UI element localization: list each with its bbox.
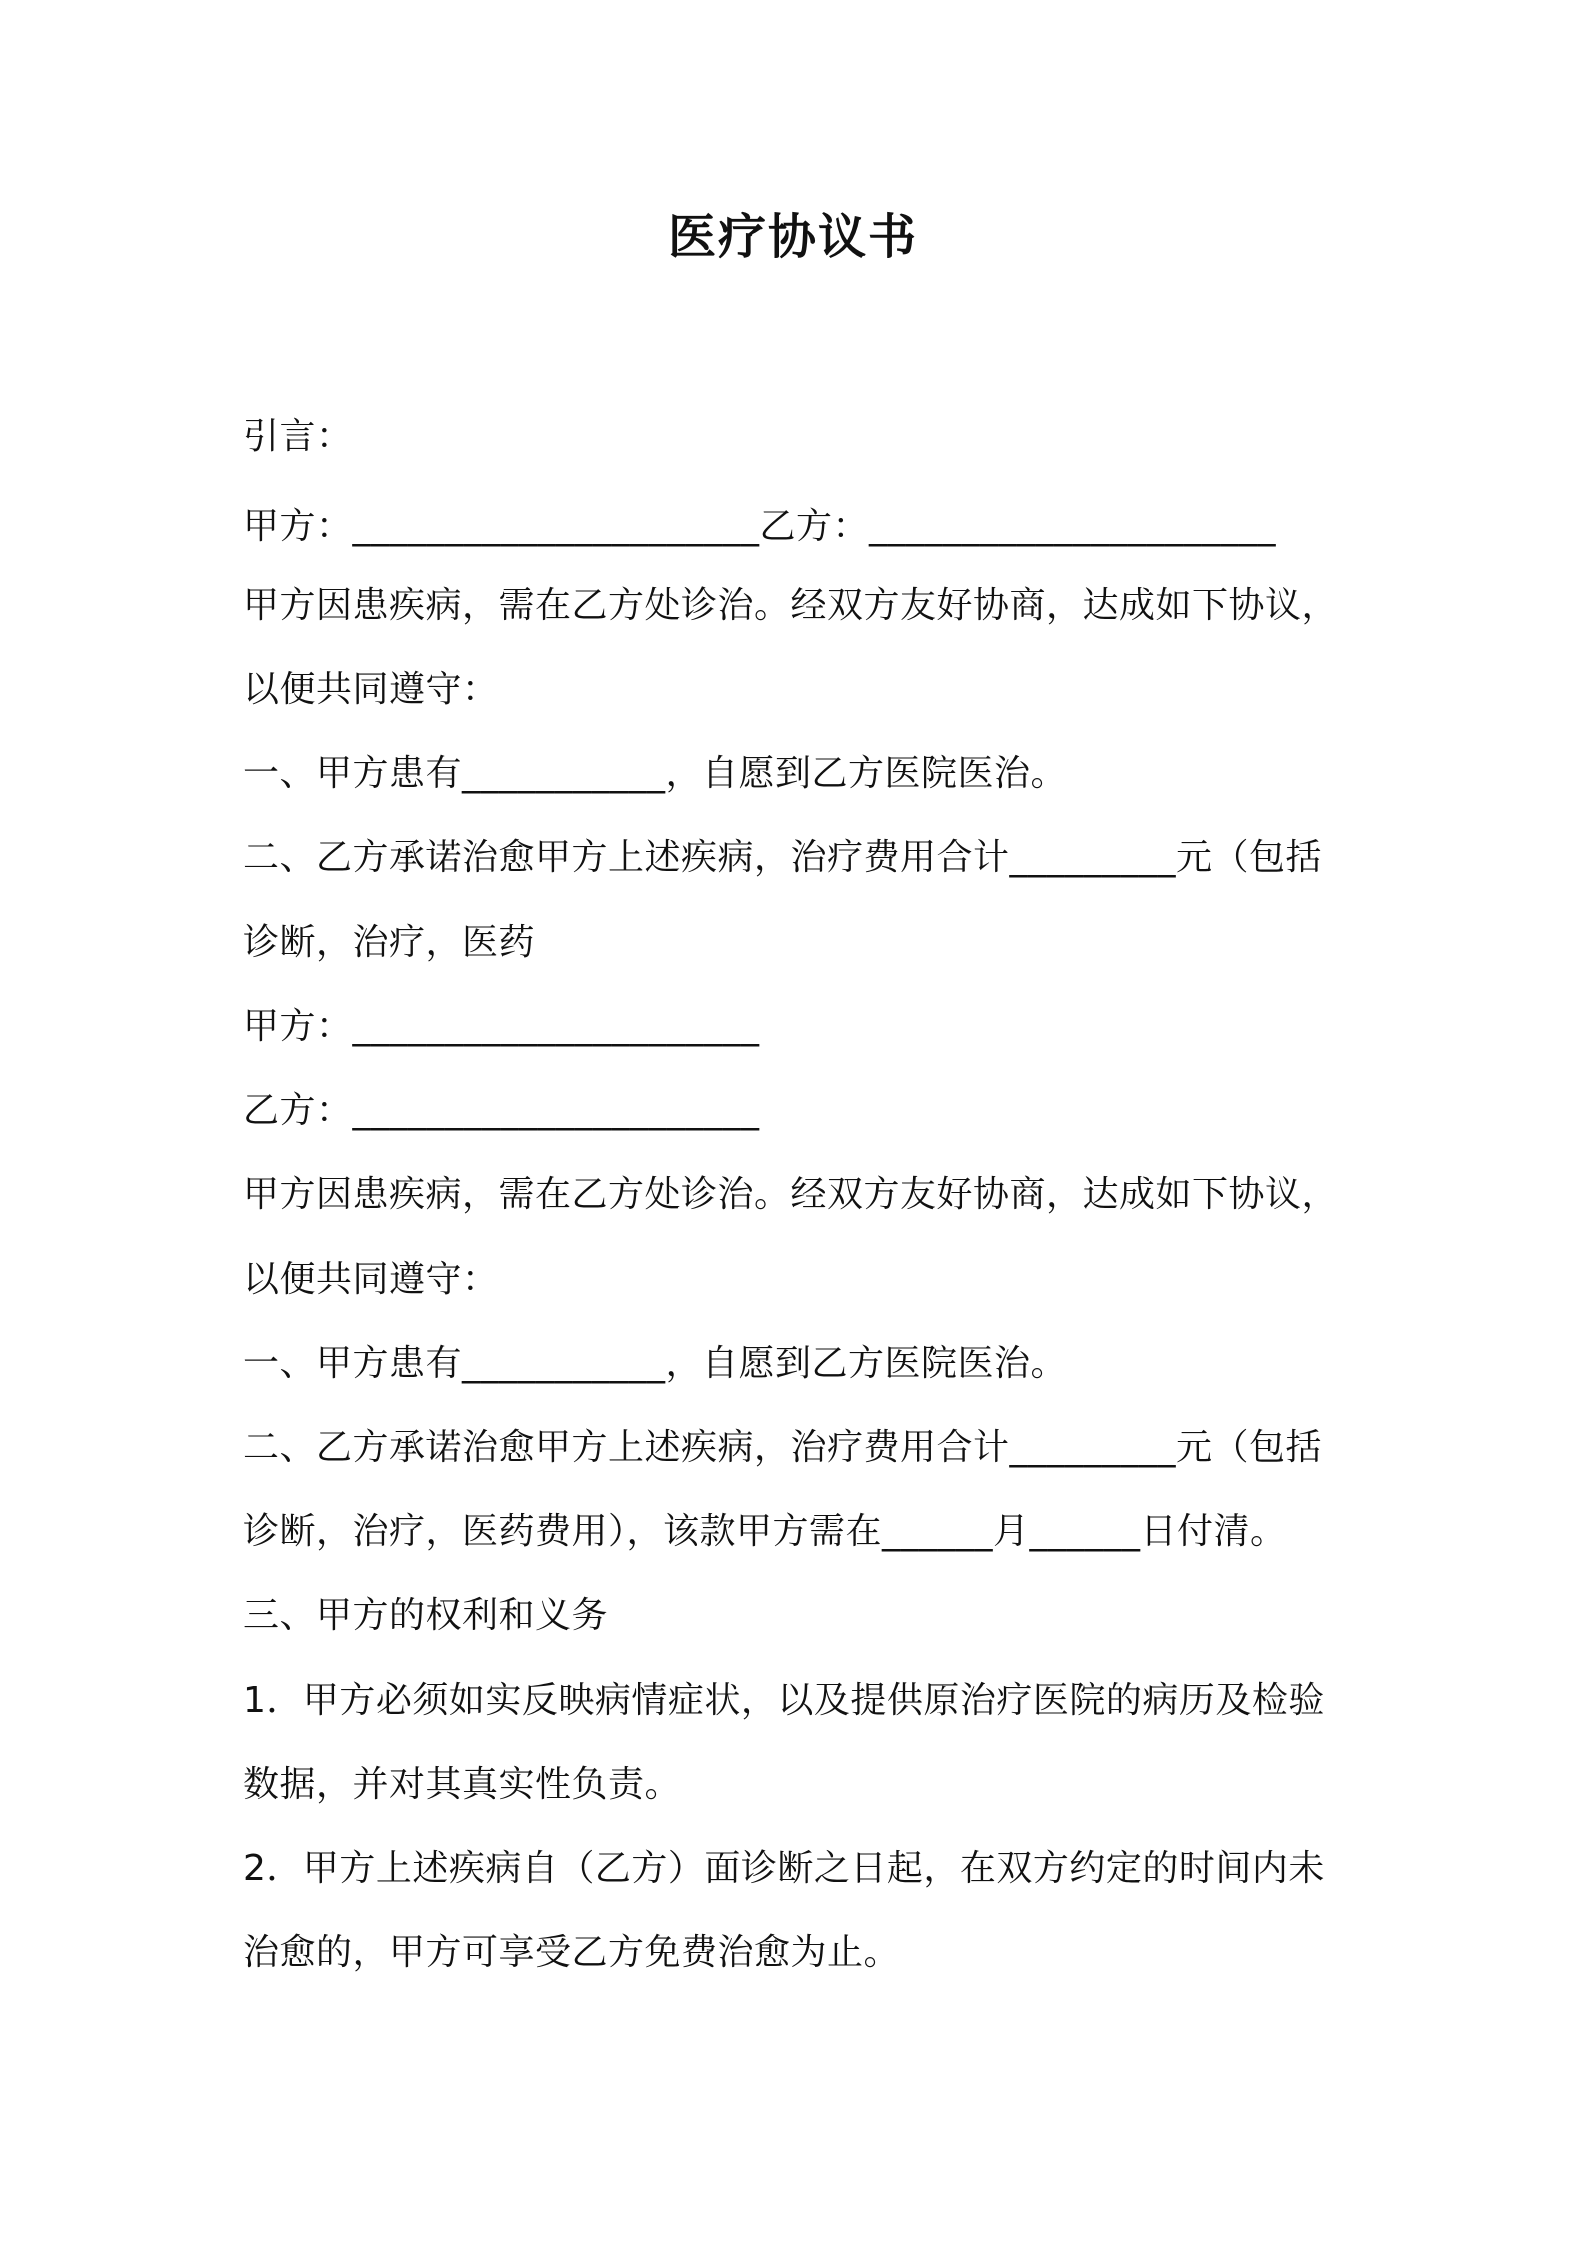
party-a-line: 甲方：______________________ bbox=[243, 1006, 760, 1047]
document-title: 医疗协议书 bbox=[667, 209, 918, 265]
body-paragraph-line: 以便共同遵守： bbox=[243, 1259, 499, 1300]
item-one-continued: 数据，并对其真实性负责。 bbox=[243, 1764, 682, 1805]
clause-two: 二、乙方承诺治愈甲方上述疾病，治疗费用合计_________元（包括 bbox=[243, 837, 1323, 878]
item-one: 1．甲方必须如实反映病情症状，以及提供原治疗医院的病历及检验 bbox=[243, 1680, 1325, 1721]
party-line: 甲方：______________________乙方：______________________ bbox=[243, 506, 1277, 547]
item-two-continued: 治愈的，甲方可享受乙方免费治愈为止。 bbox=[243, 1932, 901, 1973]
clause-two-continued: 诊断，治疗，医药 bbox=[243, 922, 536, 963]
section-three-heading: 三、甲方的权利和义务 bbox=[243, 1595, 609, 1636]
clause-two: 二、乙方承诺治愈甲方上述疾病，治疗费用合计_________元（包括 bbox=[243, 1427, 1323, 1468]
party-b-line: 乙方：______________________ bbox=[243, 1090, 760, 1131]
body-paragraph-line: 以便共同遵守： bbox=[243, 669, 499, 710]
clause-one: 一、甲方患有___________，自愿到乙方医院医治。 bbox=[243, 753, 1068, 794]
item-two: 2．甲方上述疾病自（乙方）面诊断之日起，在双方约定的时间内未 bbox=[243, 1848, 1325, 1889]
body-paragraph-line: 甲方因患疾病，需在乙方处诊治。经双方友好协商，达成如下协议， bbox=[243, 1174, 1339, 1215]
body-paragraph-line: 甲方因患疾病，需在乙方处诊治。经双方友好协商，达成如下协议， bbox=[243, 585, 1339, 626]
intro-heading: 引言： bbox=[243, 416, 353, 457]
clause-one: 一、甲方患有___________，自愿到乙方医院医治。 bbox=[243, 1343, 1068, 1384]
clause-two-continued: 诊断，治疗，医药费用），该款甲方需在______月______日付清。 bbox=[243, 1511, 1287, 1552]
